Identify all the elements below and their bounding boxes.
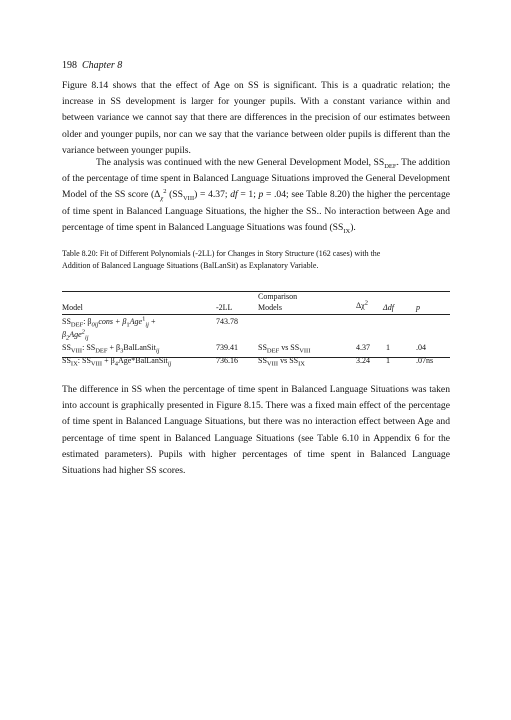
header-df: Δdf	[383, 303, 394, 312]
page-number: 198	[62, 60, 77, 71]
row3-chi: 3.24	[356, 356, 370, 365]
row3-model: $SS_{IX}$: $SS_{VIII}$ + $\beta_4Age*BalLanSit_{ij}$	[62, 356, 172, 368]
row1-model-line2: $\beta_2Age^2_{ij}$	[62, 328, 89, 342]
row2-p: .04	[416, 343, 426, 352]
paragraph-2: The analysis was continued with the new General Development Model, $SS_{DEF}$. The addition of the percentage of time spent in Balanced Language Situations improved the General Development Model of the SS score ($\Delta_\chi^2$ $(SS_{VIII}) = 4.37$; df = 1; p = .04; see Table 8.20) the higher the percentage of time spent in Balanced Language Situations, the higher the SS.. No interaction between Age and percentage of time spent in Balanced Language Situations was found $(SS_{IX})$.	[62, 157, 450, 235]
table-caption-block	[62, 248, 450, 272]
row3-ll: 736.16	[216, 356, 238, 365]
paragraph-3: The difference in SS when the percentage of time spent in Balanced Language Situations was taken into account is graphically presented in Figure 8.15. There was a fixed main effect of the percentage of time spent in Balanced Language Situations, but there was no interaction effect between Age and percentage of time spent in Balanced Language Situations (see Table 6.10 in Appendix 6 for the estimated parameters). Pupils with higher percentages of time spent in Balanced Language Situations had higher SS scores.	[62, 384, 450, 477]
table-top-rule	[62, 291, 450, 292]
row3-comparison: $SS_{VIII}$ vs $SS_{IX}$	[258, 356, 305, 368]
row3-p: .07ns	[416, 356, 434, 365]
header-p: p	[416, 303, 420, 312]
header-chi: $\Delta\chi^2$	[356, 299, 368, 310]
header-model: Model	[62, 303, 83, 312]
table-caption: Table 8.20: Fit of Different Polynomials (-2LL) for Changes in Story Structure (162 cases) with the Addition of Balanced Language Situations (BalLanSit) as Explanatory Variable.	[62, 249, 381, 270]
row2-comparison: $SS_{DEF}$ vs $SS_{VIII}$	[258, 343, 311, 355]
header-models: Models	[258, 303, 282, 312]
row2-ll: 739.41	[216, 343, 238, 352]
table-header-rule	[62, 314, 450, 315]
header-ll: -2LL	[216, 303, 233, 312]
row2-model: $SS_{VIII}$: $SS_{DEF}$ + $\beta_3BalLanSit_{ij}$	[62, 343, 160, 355]
header-comparison: Comparison	[258, 292, 298, 301]
page-header	[62, 60, 122, 71]
row1-model: $SS_{DEF}$: $\beta_{0ij}cons + \beta_1Age^1_{ij}$ +	[62, 315, 156, 329]
paragraph-1: Figure 8.14 shows that the effect of Age on SS is significant. This is a quadratic relation; the increase in SS development is larger for younger pupils. With a constant variance within and between variance we cannot say that there are differences in the precision of our estimates between older and younger pupils, nor can we say that the variance between older pupils is different than the variance between younger pupils.	[62, 80, 450, 156]
row2-df: 1	[386, 343, 390, 352]
row3-df: 1	[386, 356, 390, 365]
row2-chi: 4.37	[356, 343, 370, 352]
row1-ll: 743.78	[216, 317, 238, 326]
chapter-title: Chapter 8	[82, 60, 123, 71]
